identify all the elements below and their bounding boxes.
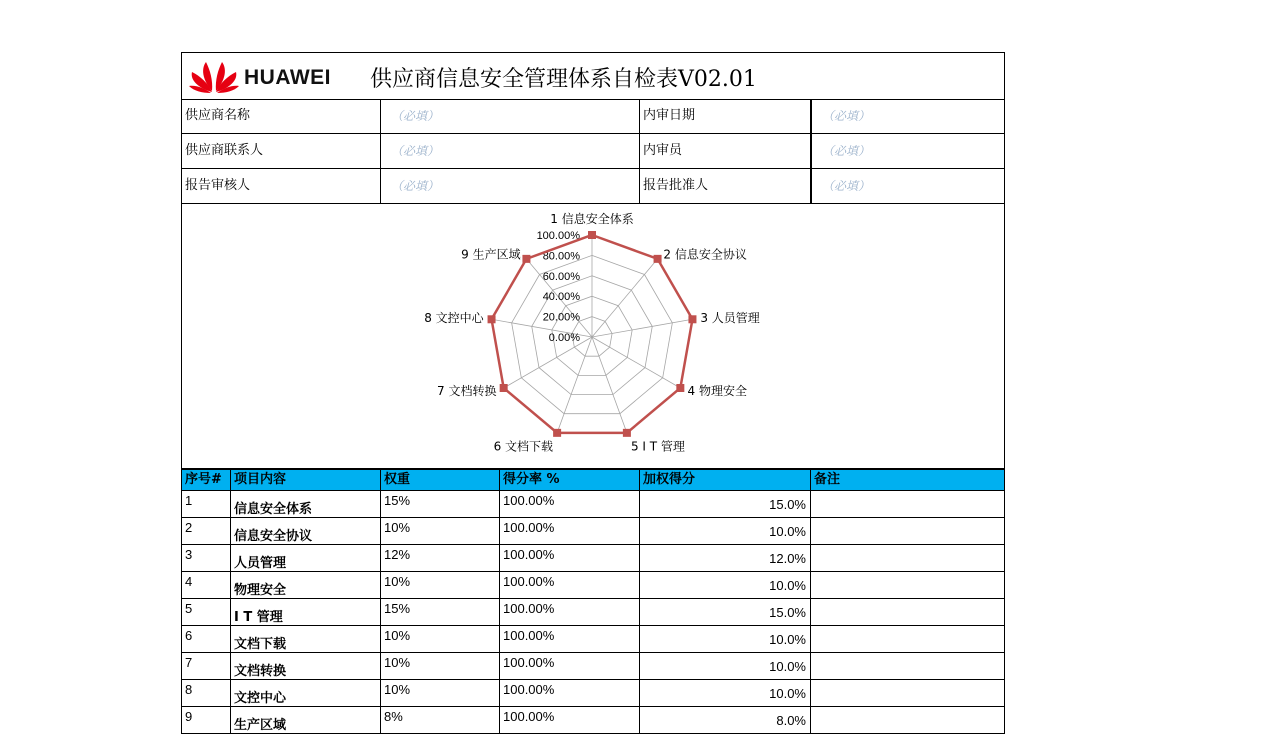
table-row [181,571,1005,599]
cell-index: 8 [182,679,231,706]
cell-remarks [811,571,1004,598]
radar-category-label: 7 文档转换 [437,384,497,398]
table-row [181,679,1005,707]
cell-item: 文档下载 [231,625,381,652]
cell-weight: 10% [381,625,500,652]
col-header-index: 序号# [182,470,231,490]
cell-weighted-score: 8.0% [640,706,811,733]
info-label: 报告审核人 [185,178,251,193]
cell-weighted-score: 10.0% [640,652,811,679]
brand-name: HUAWEI [244,66,331,89]
table-header [181,469,1005,491]
cell-score-rate: 100.00% [500,544,640,571]
cell-score-rate: 100.00% [500,706,640,733]
cell-weight: 12% [381,544,500,571]
radar-chart [182,204,1004,468]
cell-item: 人员管理 [231,544,381,571]
cell-index: 2 [182,517,231,544]
cell-weight: 15% [381,598,500,625]
cell-weight: 10% [381,571,500,598]
supplier-name-field[interactable]: （必填） [391,109,440,123]
cell-weight: 10% [381,679,500,706]
table-row [181,598,1005,626]
radar-tick-label: 20.00% [542,311,580,324]
radar-tick-label: 100.00% [536,230,580,242]
info-label: 供应商名称 [185,108,251,123]
table-row [181,625,1005,653]
cell-remarks [811,544,1004,571]
radar-spoke [592,319,692,337]
table-row [181,706,1005,734]
radar-category-label: 1 信息安全体系 [550,212,634,226]
cell-weight: 15% [381,490,500,517]
info-label: 报告批准人 [643,178,709,193]
radar-data-point [688,315,696,323]
radar-data-point [623,429,631,437]
radar-category-label: 8 文控中心 [424,311,484,326]
cell-index: 1 [182,490,231,517]
cell-item: 文档转换 [231,652,381,679]
radar-tick-label: 40.00% [542,291,580,304]
radar-data-point [676,384,684,392]
cell-item: 物理安全 [231,571,381,598]
cell-weight: 10% [381,517,500,544]
page-title: 供应商信息安全管理体系自检表V02.01 [370,67,757,92]
table-row [181,517,1005,545]
cell-score-rate: 100.00% [500,625,640,652]
radar-tick-label: 80.00% [542,250,580,263]
cell-score-rate: 100.00% [500,517,640,544]
col-header-weighted-score: 加权得分 [640,470,811,490]
radar-tick-label: 0.00% [548,332,580,344]
radar-spoke [592,337,680,388]
radar-category-label: 4 物理安全 [687,384,747,398]
info-row [181,169,1005,204]
cell-weighted-score: 10.0% [640,571,811,598]
cell-score-rate: 100.00% [500,679,640,706]
logo-petals [189,62,239,93]
table-row [181,652,1005,680]
col-header-item: 项目内容 [231,470,381,490]
cell-remarks [811,517,1004,544]
title-row [181,52,1005,100]
col-header-remarks: 备注 [814,472,841,487]
info-label: 供应商联系人 [185,143,264,158]
cell-score-rate: 100.00% [500,598,640,625]
info-row [181,99,1005,134]
cell-weight: 10% [381,652,500,679]
radar-category-label: 2 信息安全协议 [663,247,747,262]
cell-index: 6 [182,625,231,652]
info-row [181,134,1005,169]
col-header-weight: 权重 [381,470,500,490]
cell-weighted-score: 10.0% [640,517,811,544]
cell-remarks [811,652,1004,679]
radar-category-label: 5 I T 管理 [630,439,685,454]
col-header-score-rate: 得分率 % [500,470,640,490]
radar-data-point [654,255,662,263]
table-row [181,544,1005,572]
cell-weight: 8% [381,706,500,733]
cell-index: 5 [182,598,231,625]
cell-remarks [811,679,1004,706]
info-label: 内审员 [643,143,683,158]
cell-item: I T 管理 [231,598,381,625]
cell-index: 7 [182,652,231,679]
radar-spoke [592,259,658,337]
radar-spoke [592,337,627,433]
cell-weighted-score: 15.0% [640,598,811,625]
radar-tick-label: 60.00% [542,270,580,283]
radar-data-point [588,231,596,239]
supplier-contact-field[interactable]: （必填） [391,144,440,158]
cell-weighted-score: 10.0% [640,625,811,652]
radar-data-point [553,429,561,437]
cell-score-rate: 100.00% [500,571,640,598]
cell-score-rate: 100.00% [500,490,640,517]
cell-remarks [811,490,1004,517]
radar-spoke [557,337,592,433]
radar-category-label: 3 人员管理 [700,311,760,326]
cell-weighted-score: 15.0% [640,490,811,517]
cell-item: 生产区域 [231,706,381,733]
radar-category-label: 9 生产区域 [461,247,521,262]
report-reviewer-field[interactable]: （必填） [391,179,440,193]
audit-date-field[interactable]: （必填） [822,109,871,123]
cell-item: 信息安全体系 [231,490,381,517]
cell-index: 9 [182,706,231,733]
cell-remarks [811,625,1004,652]
radar-data-point [500,384,508,392]
cell-item: 信息安全协议 [231,517,381,544]
cell-weighted-score: 10.0% [640,679,811,706]
radar-spoke [504,337,592,388]
info-label: 内审日期 [643,108,696,123]
radar-data-point [488,315,496,323]
cell-index: 3 [182,544,231,571]
auditor-field[interactable]: （必填） [822,144,871,158]
cell-remarks [811,598,1004,625]
cell-item: 文控中心 [231,679,381,706]
cell-weighted-score: 12.0% [640,544,811,571]
radar-category-label: 6 文档下载 [493,439,554,454]
radar-chart-box [181,203,1005,469]
cell-score-rate: 100.00% [500,652,640,679]
report-approver-field[interactable]: （必填） [822,179,871,193]
table-row [181,490,1005,518]
radar-data-point [522,255,530,263]
huawei-logo-icon [188,58,240,94]
cell-index: 4 [182,571,231,598]
